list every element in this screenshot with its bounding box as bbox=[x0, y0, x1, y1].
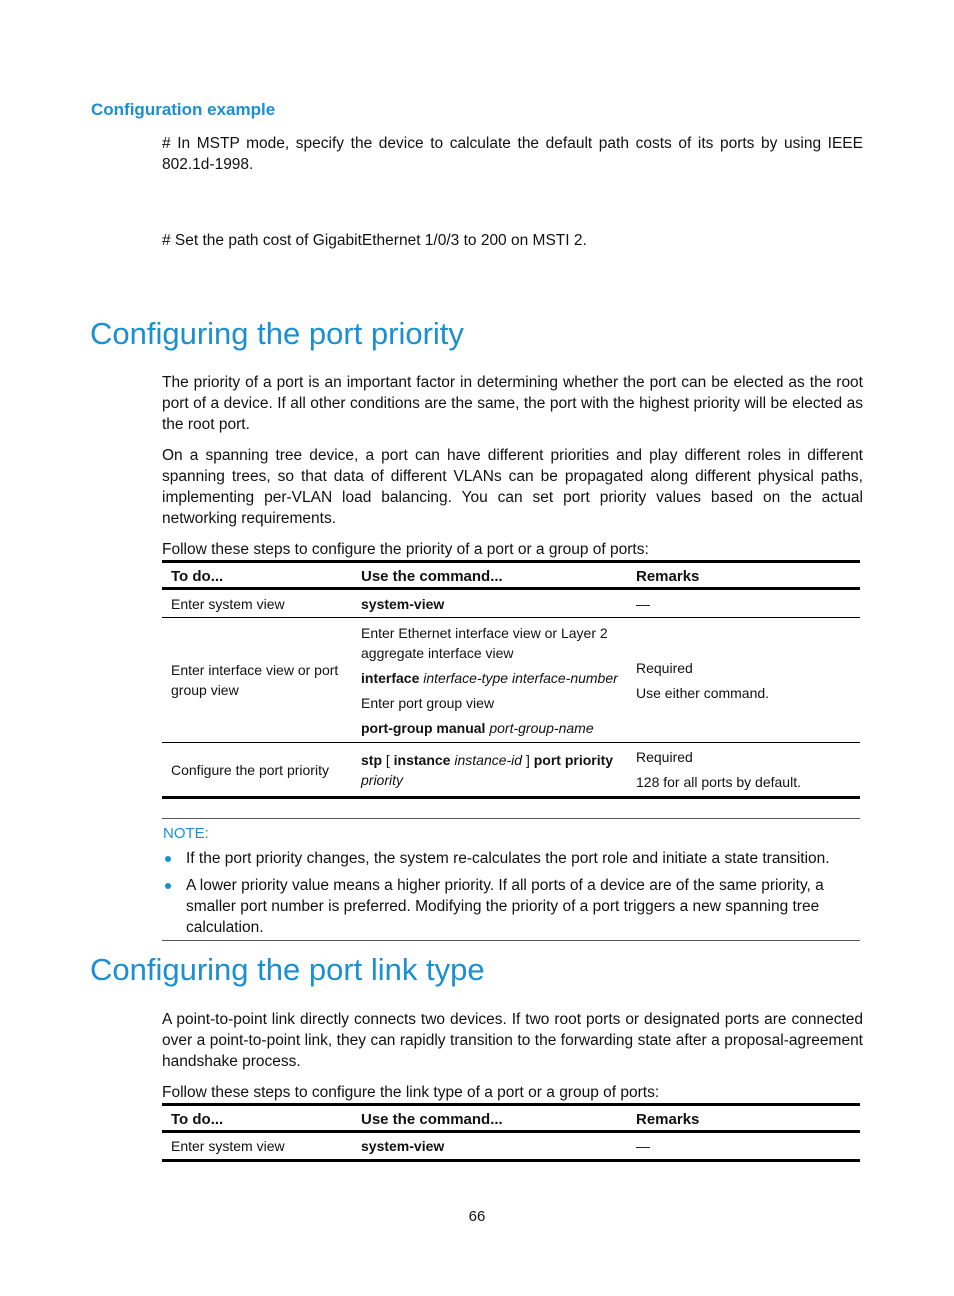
port-priority-heading: Configuring the port priority bbox=[90, 316, 464, 351]
table-row bbox=[162, 589, 860, 618]
cmd-keyword: interface bbox=[361, 669, 420, 686]
note-text: If the port priority changes, the system re-calculates the port role and initiate a state transition. bbox=[186, 850, 830, 867]
cmd-bracket: [ bbox=[385, 751, 390, 768]
col-header-command: Use the command... bbox=[361, 1111, 503, 1128]
cmd-syntax bbox=[361, 668, 627, 688]
table-row bbox=[162, 743, 860, 798]
section-heading: Configuration example bbox=[91, 100, 276, 119]
table-header-row bbox=[162, 562, 860, 589]
remark-line: Required bbox=[636, 659, 693, 676]
bullet-icon bbox=[165, 883, 171, 889]
note-item bbox=[162, 875, 860, 938]
port-priority-para1: The priority of a port is an important factor in determining whether the port can be elected as the root port of a device. If all other conditions are the same, the port with the highest priority will be elected as the root port. bbox=[162, 374, 863, 433]
cell-todo: Enter interface view or port group view bbox=[171, 662, 339, 698]
cmd-argument: port-group-name bbox=[489, 719, 594, 736]
cell-remarks: — bbox=[636, 1138, 650, 1154]
cmd-syntax bbox=[361, 718, 627, 738]
col-header-command: Use the command... bbox=[361, 568, 503, 585]
link-type-para1: A point-to-point link directly connects two devices. If two root ports or designated ports are connected over a point-to-point link, they can rapidly transition to the forwarding state after a proposal-agreement handshake process. bbox=[162, 1011, 863, 1070]
cmd-argument: interface-type interface-number bbox=[423, 669, 618, 686]
link-type-intro: Follow these steps to configure the link type of a port or a group of ports: bbox=[162, 1084, 660, 1101]
note-item bbox=[162, 848, 860, 869]
link-type-heading: Configuring the port link type bbox=[90, 952, 485, 987]
cell-todo: Enter system view bbox=[171, 1138, 285, 1154]
cmd-argument: instance-id bbox=[454, 751, 523, 768]
cell-command bbox=[352, 743, 627, 798]
remark-line: Required bbox=[636, 749, 693, 765]
cmd-bracket: ] bbox=[525, 751, 530, 768]
path-cost-step-text: # Set the path cost of GigabitEthernet 1/0/3 to 200 on MSTI 2. bbox=[162, 232, 587, 249]
port-priority-table bbox=[162, 560, 860, 799]
port-priority-para2: On a spanning tree device, a port can have different priorities and play different roles in different spanning trees, so that data of different VLANs can be propagated along different physical paths, implementing per-VLAN load balancing. You can set port priority values based on the actual networking requirements. bbox=[162, 447, 863, 527]
cmd-keyword: port priority bbox=[533, 751, 614, 768]
cell-todo: Enter system view bbox=[171, 595, 285, 612]
note-box bbox=[162, 818, 860, 941]
cmd-argument: priority bbox=[361, 771, 404, 788]
cmd-keyword: port-group manual bbox=[361, 719, 486, 736]
cmd-description: Enter port group view bbox=[361, 694, 495, 711]
cell-command bbox=[352, 618, 627, 743]
cell-command: system-view bbox=[361, 1138, 445, 1154]
mstp-step-text: # In MSTP mode, specify the device to calculate the default path costs of its ports by using IEEE 802.1d-1998. bbox=[162, 135, 863, 173]
remark-line: 128 for all ports by default. bbox=[636, 774, 801, 790]
table-row bbox=[162, 1132, 860, 1161]
cell-command: system-view bbox=[361, 595, 445, 612]
cell-remarks bbox=[627, 618, 860, 743]
note-text: A lower priority value means a higher priority. If all ports of a device are of the same priority, a smaller port number is preferred. Modifying the priority of a port triggers a new spanning tree calculation. bbox=[186, 877, 824, 936]
table-row bbox=[162, 618, 860, 743]
bullet-icon bbox=[165, 856, 171, 862]
cell-remarks bbox=[627, 743, 860, 798]
cell-todo: Configure the port priority bbox=[171, 761, 329, 778]
col-header-todo: To do... bbox=[171, 568, 224, 585]
col-header-todo: To do... bbox=[171, 1111, 224, 1128]
cmd-description: Enter Ethernet interface view or Layer 2 aggregate interface view bbox=[361, 624, 608, 661]
cmd-keyword: instance bbox=[393, 751, 451, 768]
table-header-row bbox=[162, 1105, 860, 1132]
page-number: 66 bbox=[468, 1208, 486, 1225]
col-header-remarks: Remarks bbox=[636, 568, 700, 585]
cell-remarks: — bbox=[636, 595, 650, 612]
cmd-keyword: stp bbox=[361, 751, 382, 768]
port-priority-intro: Follow these steps to configure the priority of a port or a group of ports: bbox=[162, 541, 649, 558]
note-title: NOTE: bbox=[163, 825, 209, 842]
col-header-remarks: Remarks bbox=[636, 1111, 700, 1128]
remark-line: Use either command. bbox=[636, 684, 770, 701]
link-type-table bbox=[162, 1103, 860, 1162]
